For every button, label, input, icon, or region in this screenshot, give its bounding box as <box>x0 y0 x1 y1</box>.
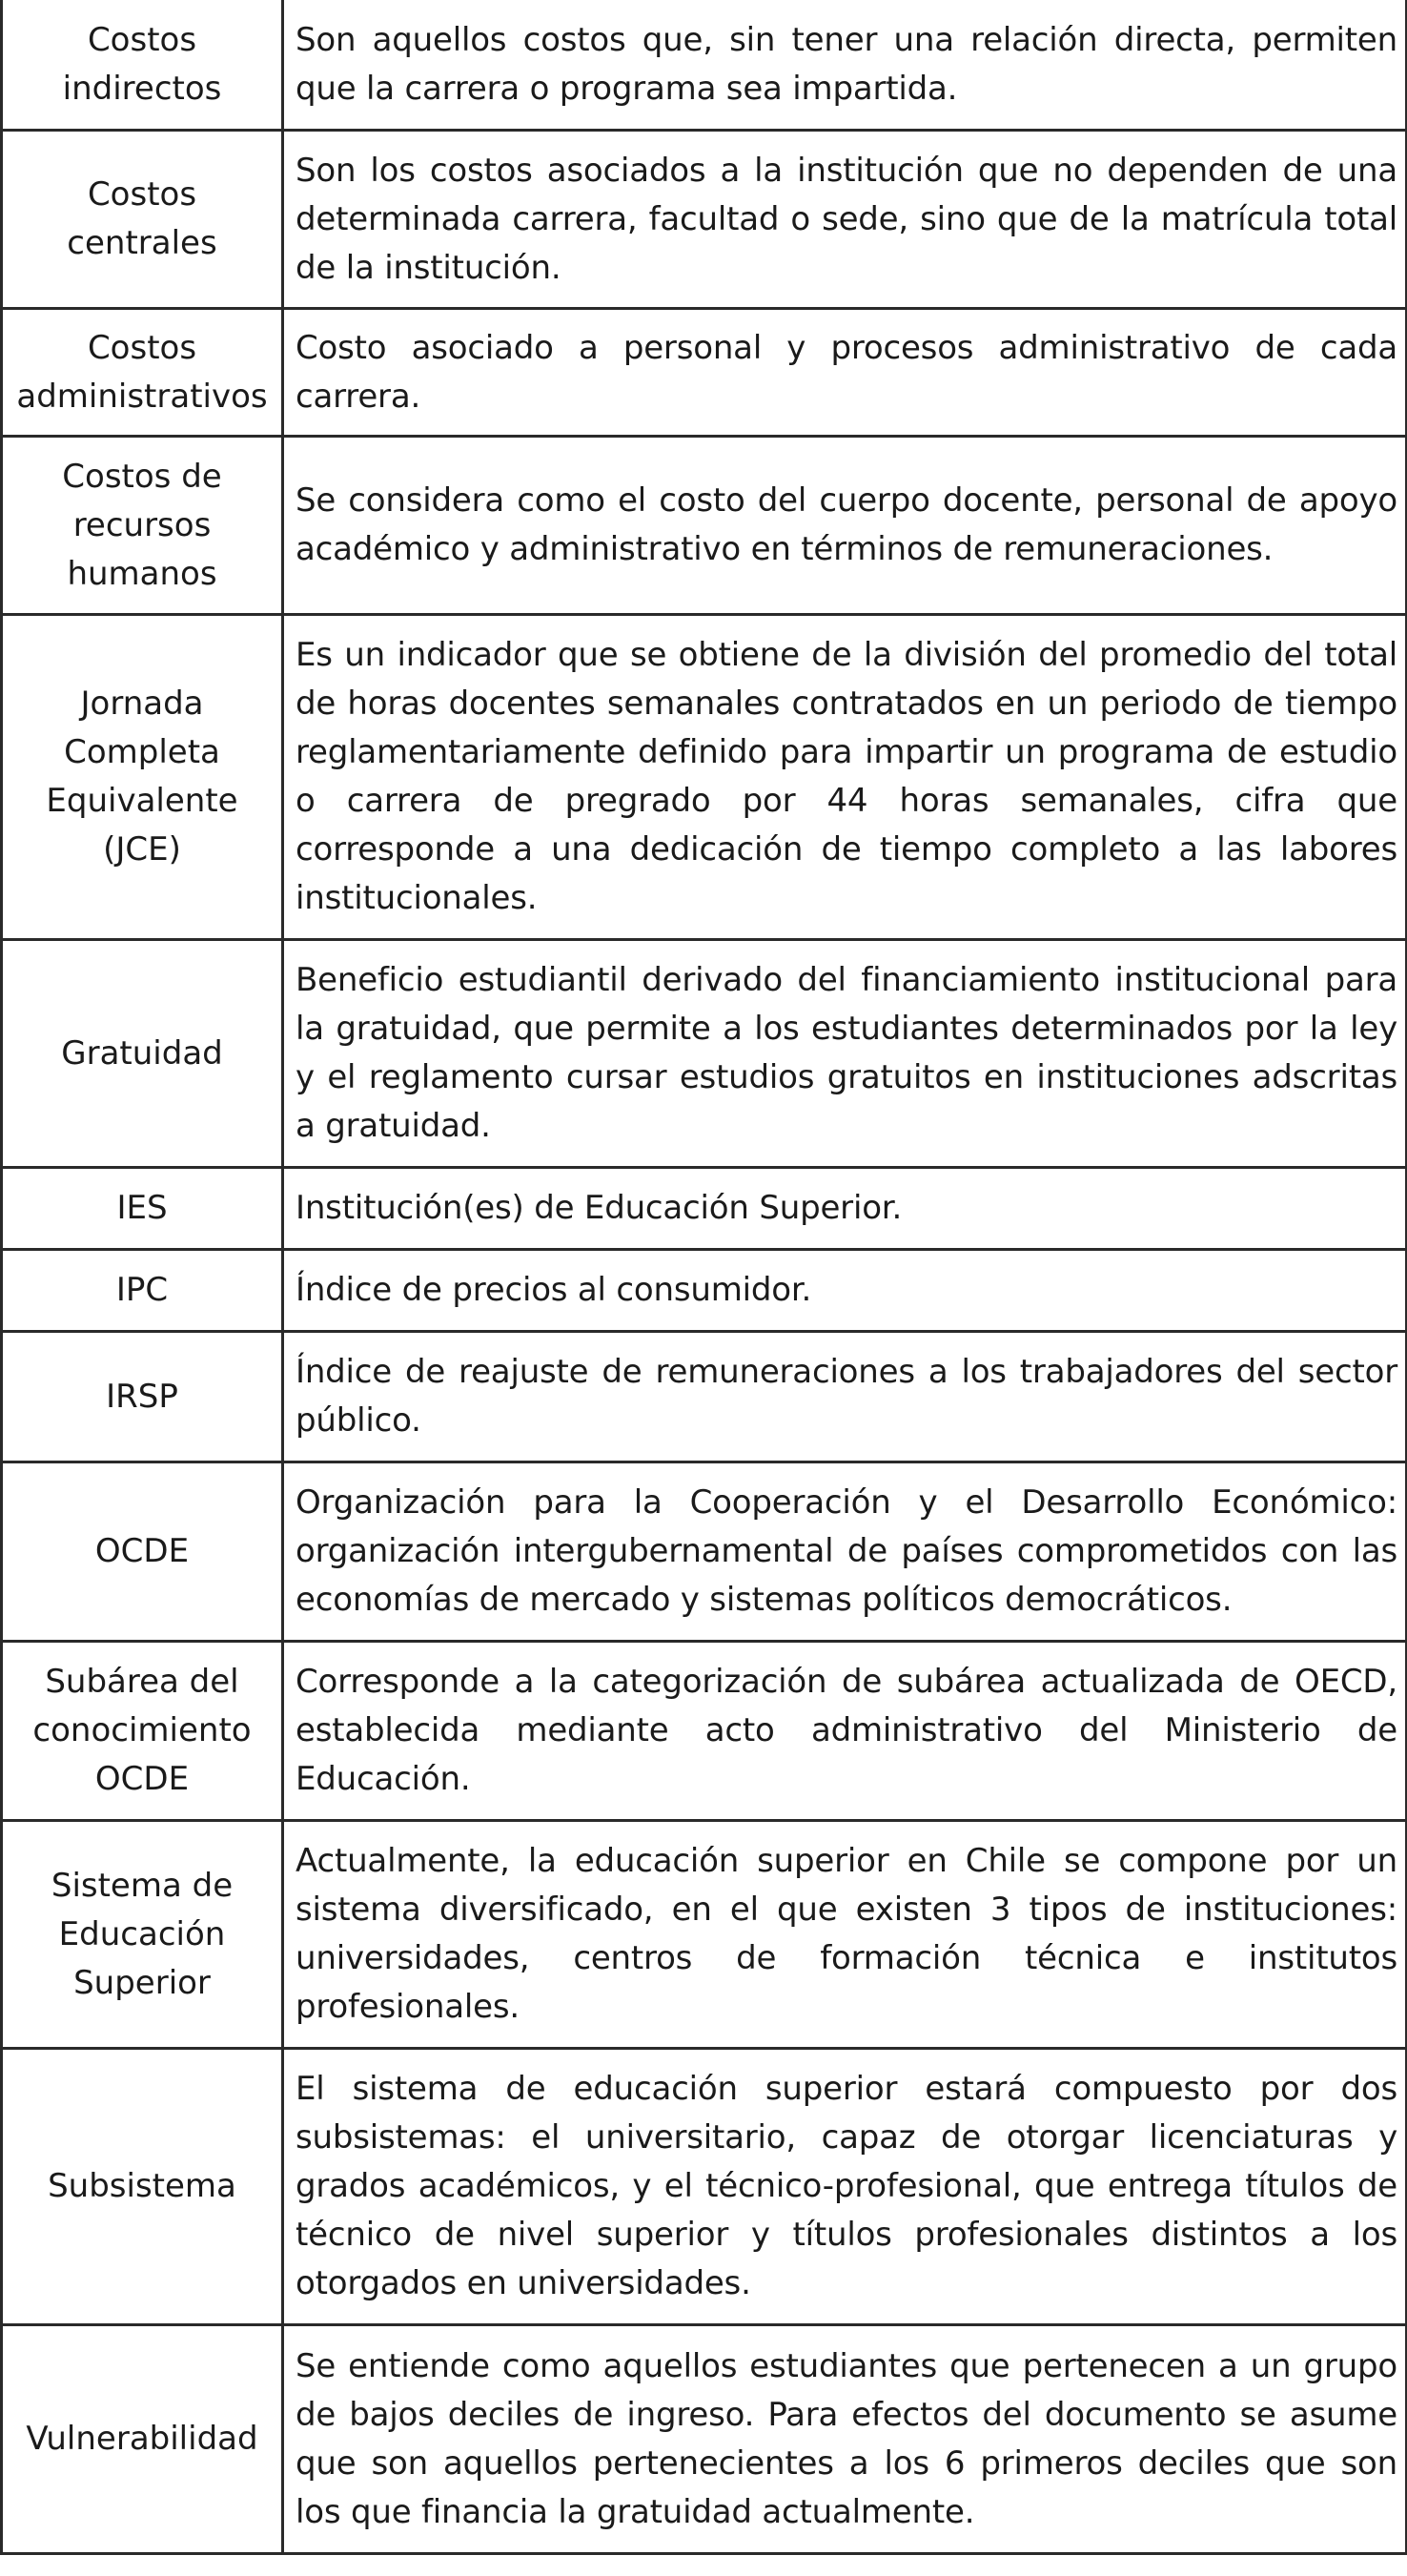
definition-cell: Índice de precios al consumidor. <box>283 1250 1407 1332</box>
table-row <box>2 1168 1407 1250</box>
definition-cell: Costo asociado a personal y procesos administrativo de cada carrera. <box>283 309 1407 437</box>
term-cell: IPC <box>2 1250 283 1332</box>
definition-cell: Es un indicador que se obtiene de la división del promedio del total de horas docentes semanales contratados en un periodo de tiempo reglamentariamente definido para impartir un programa de estudio o carrera de pregrado por 44 horas semanales, cifra que corresponde a una dedicación de tiempo completo a las labores institucionales. <box>283 615 1407 940</box>
table-row <box>2 940 1407 1168</box>
table-row <box>2 615 1407 940</box>
table-row <box>2 1642 1407 1821</box>
term-cell: Costos de recursos humanos <box>2 437 283 615</box>
term-cell: Costos administrativos <box>2 309 283 437</box>
term-cell: IRSP <box>2 1332 283 1462</box>
term-cell: Costos indirectos <box>2 0 283 131</box>
term-cell: Vulnerabilidad <box>2 2325 283 2554</box>
term-cell: Subsistema <box>2 2049 283 2325</box>
table-row <box>2 1250 1407 1332</box>
term-cell: Jornada Completa Equivalente (JCE) <box>2 615 283 940</box>
table-row <box>2 2049 1407 2325</box>
term-cell: Gratuidad <box>2 940 283 1168</box>
table-row <box>2 0 1407 131</box>
term-cell: Sistema de Educación Superior <box>2 1821 283 2049</box>
table-row <box>2 1332 1407 1462</box>
definition-cell: Institución(es) de Educación Superior. <box>283 1168 1407 1250</box>
definition-cell: Organización para la Cooperación y el Desarrollo Económico: organización intergubernamental de países comprometidos con las economías de mercado y sistemas políticos democráticos. <box>283 1462 1407 1642</box>
term-cell: OCDE <box>2 1462 283 1642</box>
definition-cell: Actualmente, la educación superior en Chile se compone por un sistema diversificado, en el que existen 3 tipos de instituciones: universidades, centros de formación técnica e institutos profesionales. <box>283 1821 1407 2049</box>
definition-cell: Se entiende como aquellos estudiantes que pertenecen a un grupo de bajos deciles de ingreso. Para efectos del documento se asume que son aquellos pertenecientes a los 6 primeros deciles que son los que financia la gratuidad actualmente. <box>283 2325 1407 2554</box>
table-row <box>2 309 1407 437</box>
definition-cell: Corresponde a la categorización de subárea actualizada de OECD, establecida mediante acto administrativo del Ministerio de Educación. <box>283 1642 1407 1821</box>
table-row <box>2 1462 1407 1642</box>
definition-cell: El sistema de educación superior estará compuesto por dos subsistemas: el universitario, capaz de otorgar licenciaturas y grados académicos, y el técnico-profesional, que entrega títulos de técnico de nivel superior y títulos profesionales distintos a los otorgados en universidades. <box>283 2049 1407 2325</box>
definition-cell: Beneficio estudiantil derivado del financiamiento institucional para la gratuidad, que permite a los estudiantes determinados por la ley y el reglamento cursar estudios gratuitos en instituciones adscritas a gratuidad. <box>283 940 1407 1168</box>
definition-cell: Son los costos asociados a la institución que no dependen de una determinada carrera, facultad o sede, sino que de la matrícula total de la institución. <box>283 131 1407 309</box>
term-cell: Subárea del conocimiento OCDE <box>2 1642 283 1821</box>
definition-cell: Son aquellos costos que, sin tener una relación directa, permiten que la carrera o programa sea impartida. <box>283 0 1407 131</box>
table-row <box>2 131 1407 309</box>
table-row <box>2 437 1407 615</box>
term-cell: IES <box>2 1168 283 1250</box>
definition-cell: Se considera como el costo del cuerpo docente, personal de apoyo académico y administrativo en términos de remuneraciones. <box>283 437 1407 615</box>
term-cell: Costos centrales <box>2 131 283 309</box>
table-row <box>2 2325 1407 2554</box>
table-row <box>2 1821 1407 2049</box>
definition-cell: Índice de reajuste de remuneraciones a los trabajadores del sector público. <box>283 1332 1407 1462</box>
